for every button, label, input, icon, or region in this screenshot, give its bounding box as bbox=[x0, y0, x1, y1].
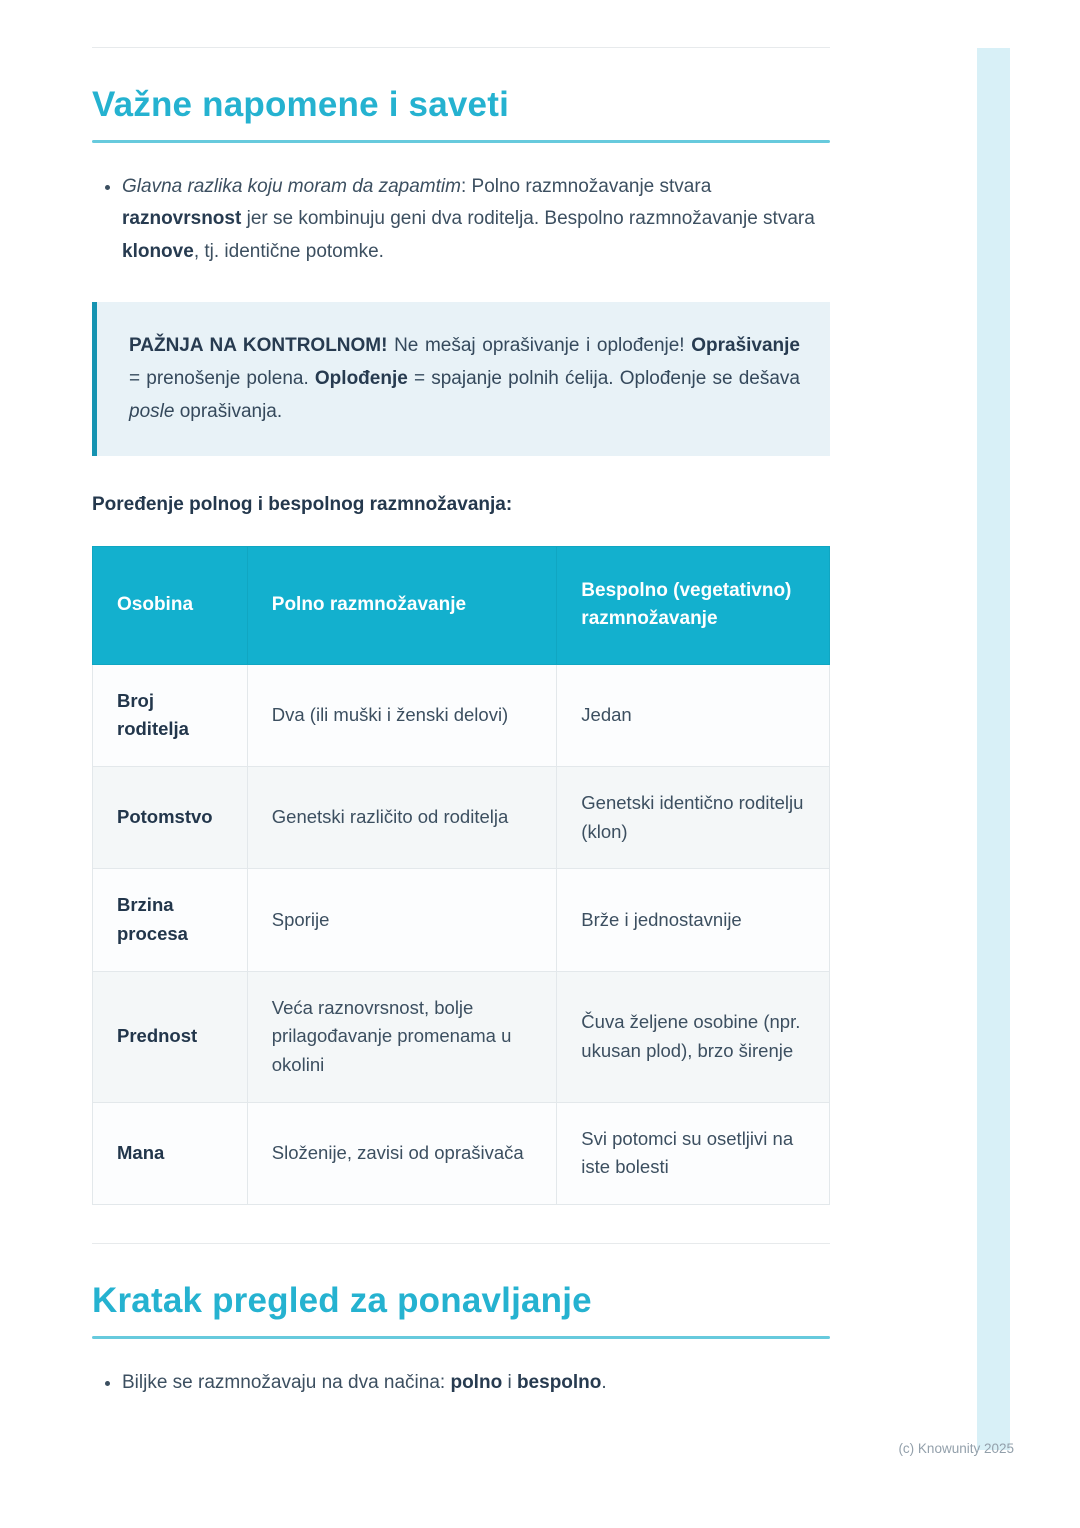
table-row bbox=[93, 766, 830, 868]
callout-italic-posle: posle bbox=[129, 401, 175, 423]
table-cell: Veća raznovrsnost, bolje prilagođavanje promenama u okolini bbox=[247, 971, 557, 1102]
callout-text: = prenošenje polena. bbox=[129, 368, 315, 390]
callout-bold-lead: PAŽNJA NA KONTROLNOM! bbox=[129, 334, 388, 356]
callout-text: Ne mešaj oprašivanje i oplođenje! bbox=[387, 334, 692, 356]
table-row bbox=[93, 869, 830, 971]
row-label: Broj roditelja bbox=[93, 664, 248, 766]
callout-bold-oplodjenje: Oplođenje bbox=[314, 368, 408, 390]
bullet-text: jer se kombinuju geni dva roditelja. Bespolno razmnožavanje stvara bbox=[241, 208, 815, 230]
header-osobina: Osobina bbox=[93, 546, 248, 664]
header-polno: Polno razmnožavanje bbox=[247, 546, 557, 664]
table-cell: Sporije bbox=[247, 869, 557, 971]
row-label: Potomstvo bbox=[93, 766, 248, 868]
bullet-italic-lead: Glavna razlika koju moram da zapamtim bbox=[122, 176, 461, 197]
bullet-bold-raznovrsnost: raznovrsnost bbox=[122, 208, 242, 230]
table-cell: Jedan bbox=[557, 664, 830, 766]
page-side-strip bbox=[977, 48, 1010, 1450]
list-item-glavna-razlika bbox=[122, 171, 830, 268]
copyright-notice: (c) Knowunity 2025 bbox=[898, 1441, 1014, 1456]
row-label: Prednost bbox=[93, 971, 248, 1102]
bullet-text: : Polno razmnožavanje stvara bbox=[460, 176, 712, 197]
header-bespolno: Bespolno (vegetativno) razmnožavanje bbox=[557, 546, 830, 664]
title-underline bbox=[92, 140, 830, 143]
table-cell: Dva (ili muški i ženski delovi) bbox=[247, 664, 557, 766]
row-label: Brzina procesa bbox=[93, 869, 248, 971]
comparison-table bbox=[92, 546, 830, 1205]
bullet-text: , tj. identične potomke. bbox=[193, 240, 384, 262]
document-content bbox=[92, 0, 830, 1399]
napomene-bullet-list bbox=[92, 171, 830, 268]
pregled-bullet-list bbox=[92, 1367, 830, 1399]
title-underline bbox=[92, 1336, 830, 1339]
table-cell: Čuva željene osobine (npr. ukusan plod), brzo širenje bbox=[557, 971, 830, 1102]
bullet-bold-polno: polno bbox=[450, 1372, 503, 1394]
table-cell: Genetski identično roditelju (klon) bbox=[557, 766, 830, 868]
callout-paragraph bbox=[129, 329, 800, 429]
section-divider bbox=[92, 1243, 830, 1244]
callout-text: = spajanje polnih ćelija. Oplođenje se dešava bbox=[407, 368, 800, 390]
table-cell: Složenije, zavisi od oprašivača bbox=[247, 1102, 557, 1204]
table-header-row bbox=[93, 546, 830, 664]
top-divider bbox=[92, 47, 830, 48]
list-item-biljke bbox=[122, 1367, 830, 1399]
table-header bbox=[93, 546, 830, 664]
bullet-text: i bbox=[502, 1372, 517, 1394]
row-label: Mana bbox=[93, 1102, 248, 1204]
bullet-bold-klonove: klonove bbox=[122, 240, 194, 262]
table-cell: Brže i jednostavnije bbox=[557, 869, 830, 971]
table-row bbox=[93, 971, 830, 1102]
callout-text: oprašivanja. bbox=[174, 401, 283, 423]
bullet-text: . bbox=[601, 1372, 607, 1394]
table-intro: Poređenje polnog i bespolnog razmnožavanja: bbox=[92, 493, 513, 515]
table-body bbox=[93, 664, 830, 1204]
section-title-kratak-pregled: Kratak pregled za ponavljanje bbox=[92, 1281, 592, 1321]
table-row bbox=[93, 664, 830, 766]
bullet-text: Biljke se razmnožavaju na dva načina: bbox=[122, 1372, 451, 1394]
table-cell: Svi potomci su osetljivi na iste bolesti bbox=[557, 1102, 830, 1204]
callout-bold-oprasivanje: Oprašivanje bbox=[691, 334, 800, 356]
section-title-vazne-napomene: Važne napomene i saveti bbox=[92, 85, 509, 124]
bullet-bold-bespolno: bespolno bbox=[516, 1372, 602, 1394]
table-cell: Genetski različito od roditelja bbox=[247, 766, 557, 868]
warning-callout bbox=[92, 302, 830, 456]
table-row bbox=[93, 1102, 830, 1204]
